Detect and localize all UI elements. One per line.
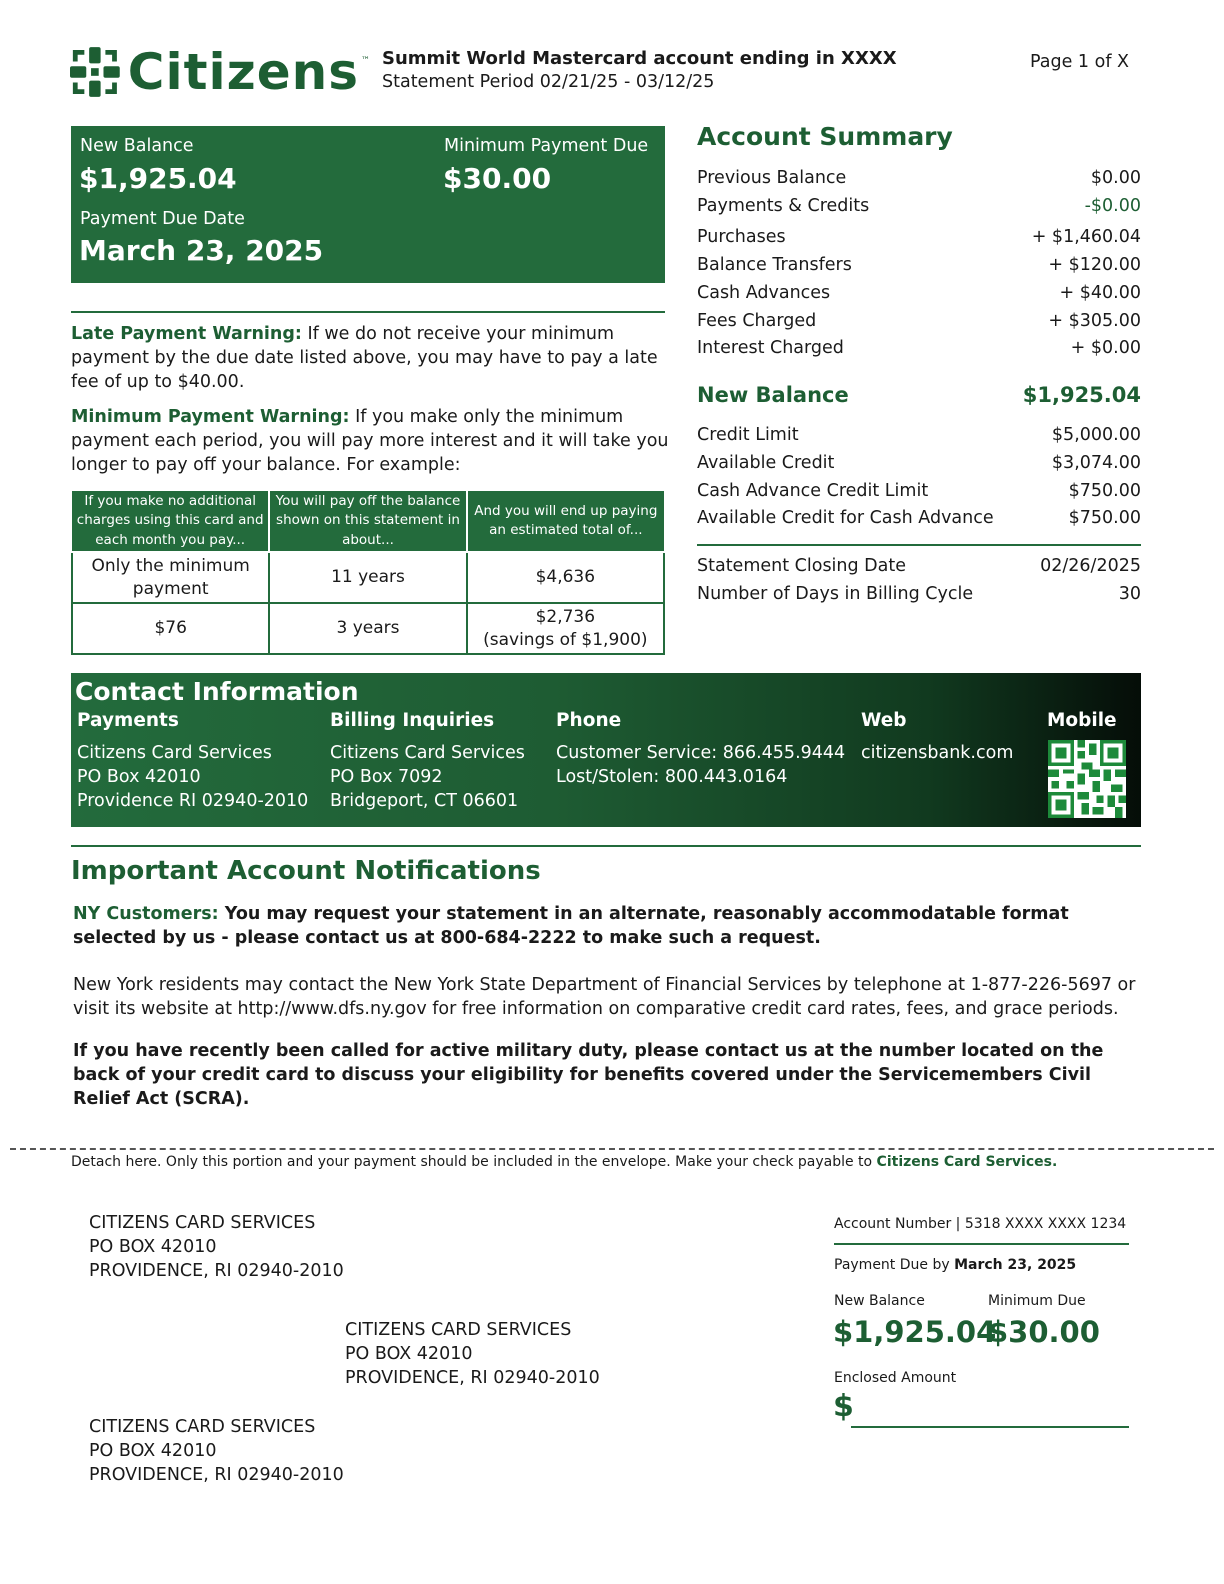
payee-name: Citizens Card Services. — [876, 1154, 1058, 1170]
table-row — [72, 603, 664, 654]
cycle-row — [697, 584, 1141, 604]
min-payment-warning — [71, 405, 669, 477]
mailing-address — [89, 1415, 344, 1487]
due-by-date: March 23, 2025 — [954, 1257, 1077, 1273]
new-balance-label: New Balance — [80, 136, 194, 156]
min-payment-label: Minimum Payment Due — [444, 136, 649, 156]
account-summary-title: Account Summary — [697, 122, 953, 151]
divider — [834, 1243, 1129, 1245]
coupon-new-balance-label: New Balance — [834, 1293, 925, 1309]
late-warning-text: If we do not receive your minimum payment by the due date listed above, you may have to pay a late fee of up to $40.00. — [71, 324, 658, 392]
address-line: CITIZENS CARD SERVICES — [89, 1417, 316, 1437]
summary-new-balance — [697, 383, 1141, 407]
late-warning-heading: Late Payment Warning: — [71, 324, 302, 344]
divider — [71, 311, 665, 313]
address-line: CITIZENS CARD SERVICES — [89, 1213, 316, 1233]
summary-row — [697, 338, 1141, 358]
table-header: If you make no additional charges using this card and each month you pay... — [72, 490, 269, 552]
coupon-min-due: $30.00 — [988, 1315, 1100, 1349]
account-title: Summit World Mastercard account ending in XXXX — [382, 48, 897, 69]
summary-row — [697, 255, 1141, 275]
divider — [71, 845, 1141, 847]
divider — [697, 544, 1141, 546]
due-by-label: Payment Due by — [834, 1257, 955, 1273]
summary-label: Balance Transfers — [697, 255, 852, 275]
credit-label: Cash Advance Credit Limit — [697, 481, 929, 501]
page-number: Page 1 of X — [1030, 52, 1130, 72]
savings-note: (savings of $1,900) — [483, 629, 648, 650]
min-payment-amount: $30.00 — [443, 162, 552, 195]
summary-label: Fees Charged — [697, 311, 817, 331]
table-cell — [467, 603, 664, 654]
credit-value: $5,000.00 — [1051, 425, 1141, 445]
mailing-address — [345, 1318, 600, 1390]
phone-heading: Phone — [556, 710, 622, 731]
summary-value: + $1,460.04 — [1031, 227, 1141, 247]
enclosed-amount-label: Enclosed Amount — [834, 1370, 957, 1386]
logo-wordmark: Citizens — [127, 43, 359, 101]
web-link[interactable]: citizensbank.com — [861, 743, 1014, 763]
new-balance-amount: $1,925.04 — [79, 162, 237, 195]
contact-title: Contact Information — [75, 677, 359, 706]
min-warning-heading: Minimum Payment Warning: — [71, 407, 350, 427]
summary-value: + $305.00 — [1048, 311, 1141, 331]
statement-period: Statement Period 02/21/25 - 03/12/25 — [382, 72, 715, 92]
min-warning-text: If you make only the minimum payment each period, you will pay more interest and it will take you longer to pay off your balance. For example: — [71, 407, 669, 475]
billing-address: Citizens Card Services PO Box 7092 Bridgeport, CT 06601 — [330, 743, 525, 811]
summary-label: Cash Advances — [697, 283, 831, 303]
ny-customers-heading: NY Customers: — [73, 904, 219, 924]
address-line: PROVIDENCE, RI 02940-2010 — [89, 1465, 344, 1485]
table-header: And you will end up paying an estimated total of... — [467, 490, 664, 552]
credit-value: $3,074.00 — [1051, 453, 1141, 473]
credit-label: Credit Limit — [697, 425, 799, 445]
payments-heading: Payments — [77, 710, 179, 731]
military-notice: If you have recently been called for active military duty, please contact us at the number located on the back of your credit card to discuss your eligibility for benefits covered under the Servicemembers Civil Relief Act (SCRA). — [73, 1041, 1104, 1109]
due-date-label: Payment Due Date — [80, 209, 245, 229]
coupon-account-number — [834, 1216, 1126, 1232]
summary-value: -$0.00 — [1084, 196, 1141, 216]
detach-cut-line — [10, 1148, 1214, 1150]
billing-heading: Billing Inquiries — [330, 710, 495, 731]
cycle-value: 30 — [1118, 584, 1141, 604]
table-header: You will pay off the balance shown on this statement in about... — [269, 490, 466, 552]
summary-value: + $0.00 — [1070, 338, 1141, 358]
address-line: PROVIDENCE, RI 02940-2010 — [89, 1261, 344, 1281]
credit-label: Available Credit for Cash Advance — [697, 508, 994, 528]
address-line: PO BOX 42010 — [89, 1237, 217, 1257]
credit-row — [697, 481, 1141, 501]
table-row — [72, 552, 664, 603]
summary-row — [697, 311, 1141, 331]
summary-row — [697, 227, 1141, 247]
credit-value: $750.00 — [1068, 508, 1141, 528]
coupon-due-by — [834, 1257, 1076, 1273]
ny-customers-notice — [73, 902, 1145, 950]
credit-row — [697, 425, 1141, 445]
address-line: PO BOX 42010 — [345, 1344, 473, 1364]
table-cell: 3 years — [269, 603, 466, 654]
cycle-label: Number of Days in Billing Cycle — [697, 584, 974, 604]
dfs-notice: New York residents may contact the New York State Department of Financial Services by telephone at 1-877-226-5697 or visit its website at http://www.dfs.ny.gov for free information on comparative credit card rates, fees, and grace periods. — [73, 975, 1136, 1019]
account-number-label: Account Number | — [834, 1216, 965, 1232]
address-line: PO BOX 42010 — [89, 1441, 217, 1461]
ny-customers-text: You may request your statement in an alternate, reasonably accommodatable format selected by us - please contact us at 800-684-2222 to make such a request. — [73, 904, 1069, 948]
table-cell: $76 — [72, 603, 269, 654]
credit-row — [697, 508, 1141, 528]
credit-row — [697, 453, 1141, 473]
summary-label: Previous Balance — [697, 168, 847, 188]
min-payment-example-table — [71, 489, 665, 655]
detach-text: Detach here. Only this portion and your payment should be included in the envelope. Make your check payable to — [71, 1154, 877, 1170]
total-paid: $2,736 — [535, 606, 596, 627]
cycle-value: 02/26/2025 — [1040, 556, 1141, 576]
late-payment-warning — [71, 322, 669, 394]
summary-new-balance-value: $1,925.04 — [1022, 383, 1141, 407]
summary-label: Purchases — [697, 227, 786, 247]
mailing-address — [89, 1211, 344, 1283]
phone-numbers: Customer Service: 866.455.9444 Lost/Stolen: 800.443.0164 — [556, 743, 846, 787]
address-line: PROVIDENCE, RI 02940-2010 — [345, 1368, 600, 1388]
cycle-label: Statement Closing Date — [697, 556, 907, 576]
summary-row — [697, 168, 1141, 188]
due-date-value: March 23, 2025 — [79, 234, 324, 267]
summary-new-balance-label: New Balance — [697, 383, 849, 407]
coupon-new-balance: $1,925.04 — [833, 1315, 997, 1349]
qr-code-icon[interactable] — [1048, 740, 1126, 818]
summary-value: + $40.00 — [1059, 283, 1141, 303]
coupon-min-due-label: Minimum Due — [988, 1293, 1086, 1309]
dollar-sign: $ — [833, 1389, 854, 1424]
mobile-heading: Mobile — [1047, 710, 1117, 731]
enclosed-amount-field[interactable] — [851, 1426, 1129, 1428]
citizens-logo-icon — [70, 46, 120, 98]
table-cell: 11 years — [269, 552, 466, 603]
citizens-logo — [70, 42, 370, 102]
summary-value: $0.00 — [1090, 168, 1141, 188]
summary-label: Interest Charged — [697, 338, 844, 358]
balance-summary-box — [71, 126, 665, 283]
credit-value: $750.00 — [1068, 481, 1141, 501]
address-line: CITIZENS CARD SERVICES — [345, 1320, 572, 1340]
notifications-title: Important Account Notifications — [71, 856, 541, 886]
summary-label: Payments & Credits — [697, 196, 870, 216]
logo-trademark: ™ — [361, 56, 370, 66]
cycle-row — [697, 556, 1141, 576]
summary-row — [697, 283, 1141, 303]
payments-address: Citizens Card Services PO Box 42010 Providence RI 02940-2010 — [77, 743, 309, 811]
credit-label: Available Credit — [697, 453, 835, 473]
detach-instructions — [71, 1154, 1057, 1170]
account-number-value: 5318 XXXX XXXX 1234 — [964, 1216, 1127, 1232]
contact-information-band — [71, 673, 1141, 827]
table-cell: Only the minimum payment — [72, 552, 269, 603]
web-heading: Web — [861, 710, 907, 731]
summary-value: + $120.00 — [1048, 255, 1141, 275]
table-cell: $4,636 — [467, 552, 664, 603]
summary-row — [697, 196, 1141, 216]
